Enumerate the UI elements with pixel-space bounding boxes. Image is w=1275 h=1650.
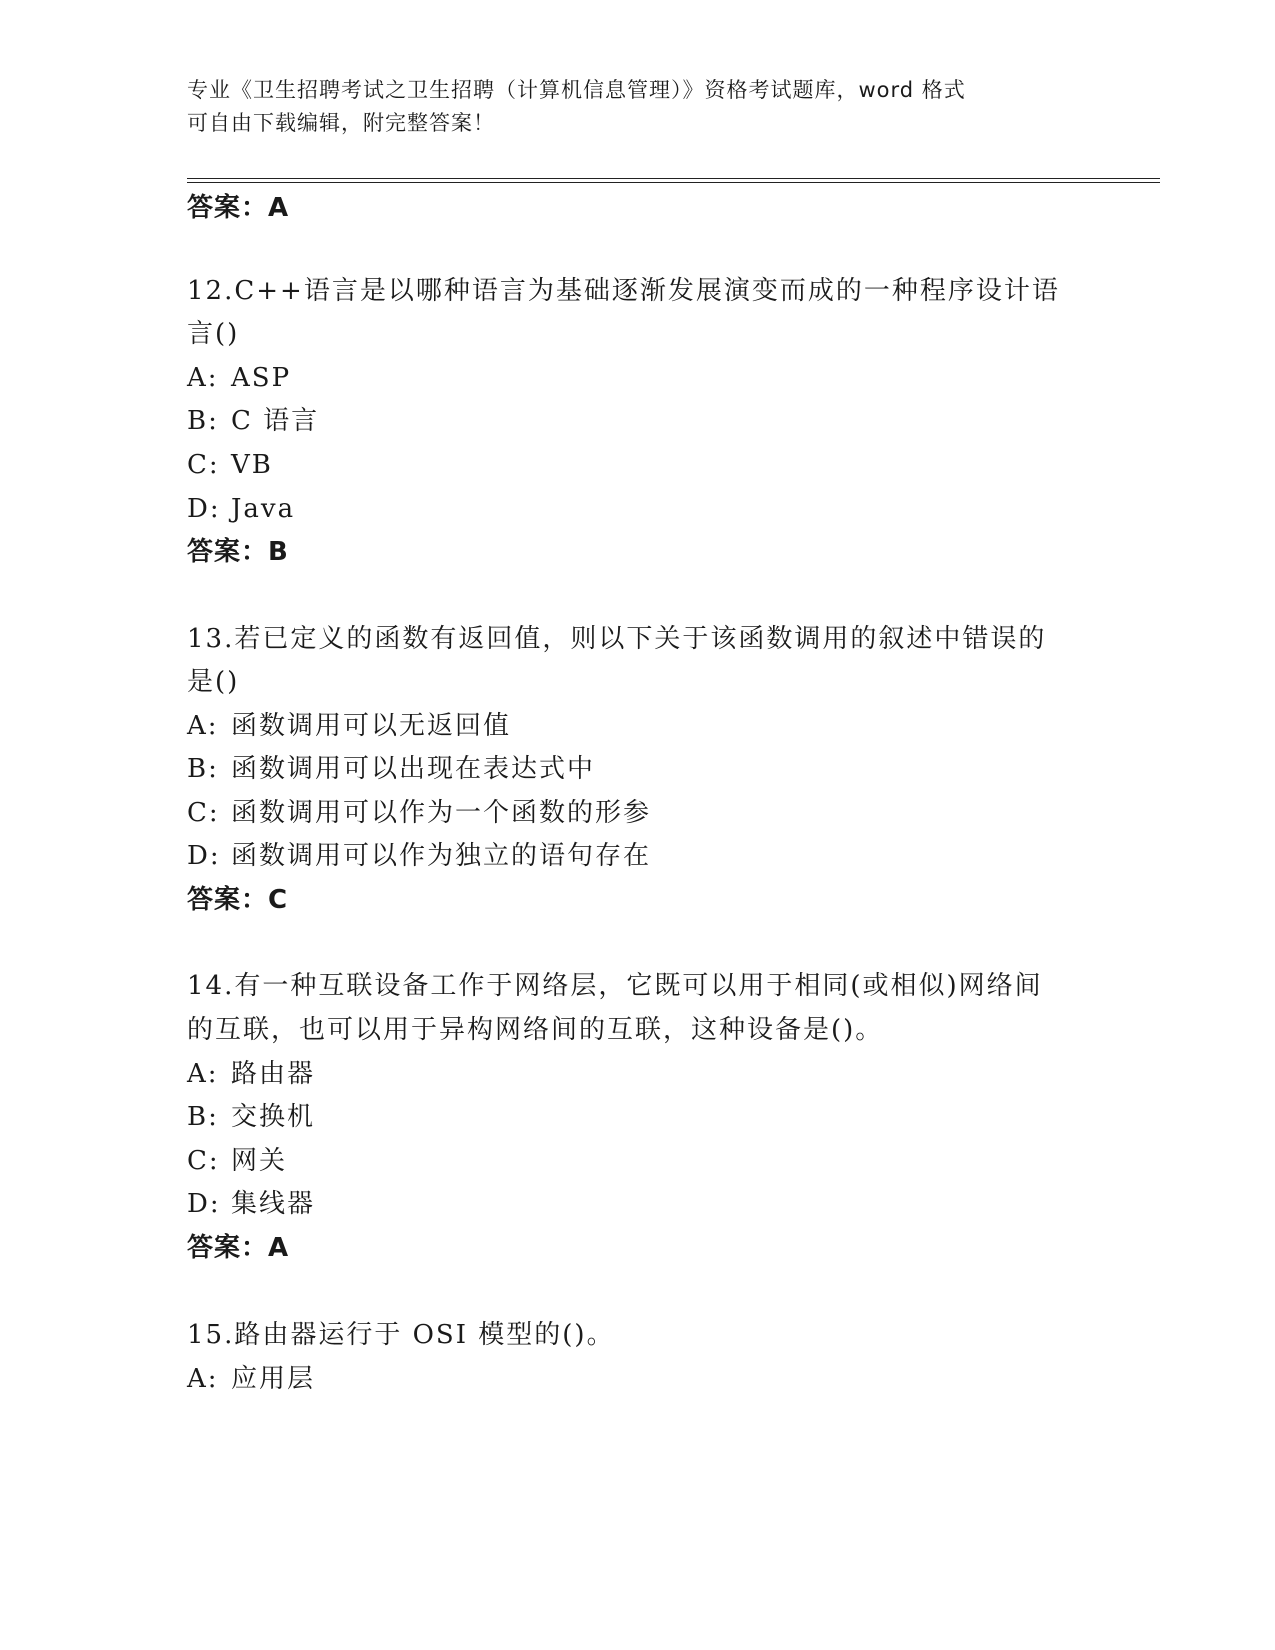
answer-previous: 答案：A xyxy=(187,193,290,223)
option-letter: B: xyxy=(187,1102,219,1132)
option-letter: C: xyxy=(187,450,220,480)
question-13-answer: 答案：C xyxy=(187,885,289,915)
option-text: C 语言 xyxy=(231,406,320,436)
option-text: 函数调用可以作为独立的语句存在 xyxy=(231,841,652,871)
option-letter: D: xyxy=(187,841,221,871)
question-14-stem-line-2: 的互联，也可以用于异构网络间的互联，这种设备是()。 xyxy=(187,1015,884,1045)
option-letter: B: xyxy=(187,406,219,436)
question-12-option-d xyxy=(187,494,295,524)
question-12-option-c xyxy=(187,450,273,480)
question-12-stem-line-2: 言() xyxy=(187,319,240,349)
header-divider-bottom xyxy=(187,182,1160,183)
option-letter: A: xyxy=(187,711,219,741)
question-13-option-c xyxy=(187,798,651,828)
option-text: 集线器 xyxy=(231,1189,316,1219)
header-line-1: 专业《卫生招聘考试之卫生招聘（计算机信息管理）》资格考试题库，word 格式 xyxy=(187,78,966,102)
option-letter: C: xyxy=(187,1146,220,1176)
header-divider-top xyxy=(187,178,1160,179)
question-14-stem-line-1: 14.有一种互联设备工作于网络层，它既可以用于相同(或相似)网络间 xyxy=(187,971,1043,1001)
question-14-option-c xyxy=(187,1146,287,1176)
question-13-option-a xyxy=(187,711,511,741)
option-text: VB xyxy=(231,450,273,480)
option-letter: D: xyxy=(187,1189,221,1219)
option-text: 应用层 xyxy=(231,1364,316,1394)
option-text: 函数调用可以无返回值 xyxy=(231,711,512,741)
header-line-2: 可自由下载编辑，附完整答案！ xyxy=(187,111,495,135)
option-letter: B: xyxy=(187,754,219,784)
question-15-option-a xyxy=(187,1364,315,1394)
question-12-option-b xyxy=(187,406,319,436)
option-text: 函数调用可以作为一个函数的形参 xyxy=(231,798,652,828)
question-12-option-a xyxy=(187,363,291,393)
question-14-option-a xyxy=(187,1059,315,1089)
question-12-answer: 答案：B xyxy=(187,537,289,567)
option-text: 交换机 xyxy=(231,1102,316,1132)
option-text: 函数调用可以出现在表达式中 xyxy=(231,754,596,784)
option-text: 路由器 xyxy=(231,1059,316,1089)
question-14-option-b xyxy=(187,1102,315,1132)
question-15-stem-line-1: 15.路由器运行于 OSI 模型的()。 xyxy=(187,1320,615,1350)
question-13-option-b xyxy=(187,754,595,784)
option-text: 网关 xyxy=(231,1146,288,1176)
option-letter: A: xyxy=(187,363,219,393)
question-14-answer: 答案：A xyxy=(187,1233,290,1263)
document-header xyxy=(187,74,1087,140)
option-letter: C: xyxy=(187,798,220,828)
option-text: Java xyxy=(231,494,296,524)
question-12-stem-line-1: 12.C++语言是以哪种语言为基础逐渐发展演变而成的一种程序设计语 xyxy=(187,276,1060,306)
question-13-option-d xyxy=(187,841,651,871)
option-text: ASP xyxy=(231,363,292,393)
option-letter: D: xyxy=(187,494,221,524)
option-letter: A: xyxy=(187,1364,219,1394)
question-13-stem-line-1: 13.若已定义的函数有返回值，则以下关于该函数调用的叙述中错误的 xyxy=(187,624,1047,654)
question-13-stem-line-2: 是() xyxy=(187,667,240,697)
option-letter: A: xyxy=(187,1059,219,1089)
question-14-option-d xyxy=(187,1189,315,1219)
